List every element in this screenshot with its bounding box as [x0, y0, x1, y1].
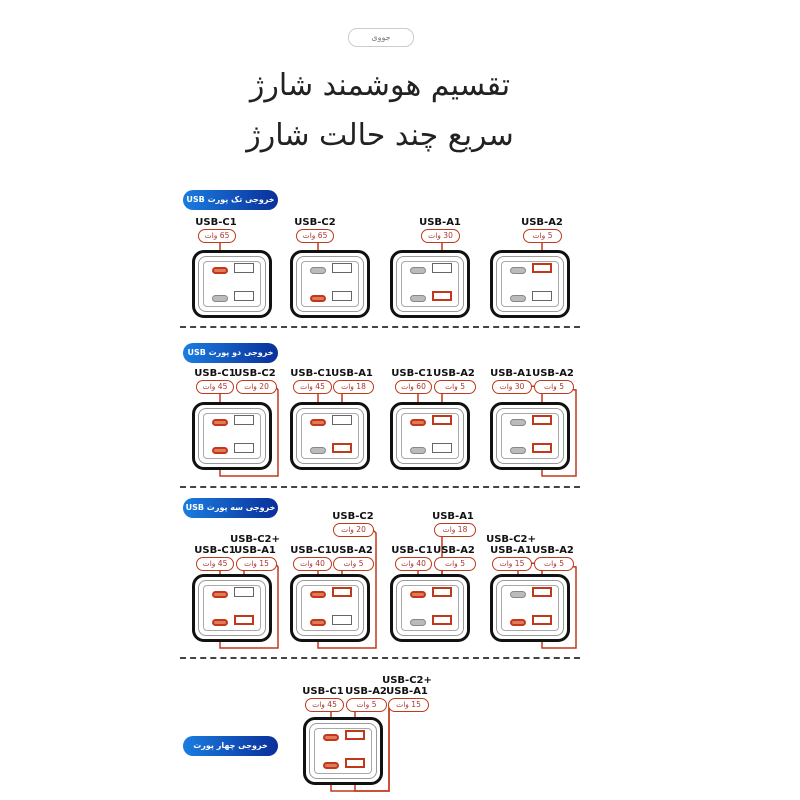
usb-c-port-c1 — [212, 267, 228, 274]
charger-device — [390, 574, 470, 642]
usb-a-port-a2 — [432, 415, 452, 425]
wattage-pill: 5 وات — [523, 229, 562, 243]
port-name-label: USB-A2 — [521, 217, 563, 228]
port-name-label: USB-C1 — [302, 686, 344, 697]
wattage-pill: 5 وات — [534, 380, 574, 394]
usb-a-port-a2 — [532, 587, 552, 597]
usb-a-port-a1 — [432, 615, 452, 625]
wattage-pill: 30 وات — [492, 380, 532, 394]
charger-device — [390, 250, 470, 318]
wattage-pill: 20 وات — [333, 523, 374, 537]
port-name-label: USB-C1 — [194, 545, 236, 556]
wattage-pill: 30 وات — [421, 229, 460, 243]
usb-a-port-a2 — [234, 263, 254, 273]
usb-c-port-c2 — [212, 447, 228, 454]
wattage-pill: 5 وات — [346, 698, 387, 712]
usb-c-port-c2 — [212, 619, 228, 626]
title-line-1: تقسیم هوشمند شارژ — [249, 68, 511, 103]
usb-c-port-c2 — [410, 295, 426, 302]
usb-a-port-a2 — [432, 263, 452, 273]
usb-a-port-a2 — [332, 415, 352, 425]
charger-device — [192, 250, 272, 318]
usb-a-port-a2 — [345, 730, 365, 740]
wattage-pill: 45 وات — [196, 557, 234, 571]
usb-c-port-c2 — [410, 447, 426, 454]
usb-a-port-a2 — [332, 587, 352, 597]
usb-a-port-a1 — [332, 291, 352, 301]
usb-a-port-a2 — [332, 263, 352, 273]
usb-c-port-c1 — [212, 591, 228, 598]
charger-device — [192, 574, 272, 642]
port-name-label: USB-A2 — [532, 368, 574, 379]
charger-device — [303, 717, 383, 785]
usb-a-port-a1 — [332, 443, 352, 453]
charger-device — [290, 402, 370, 470]
wattage-pill: 15 وات — [388, 698, 429, 712]
usb-c-port-c1 — [410, 267, 426, 274]
usb-a-port-a2 — [432, 587, 452, 597]
wattage-pill: 45 وات — [305, 698, 344, 712]
usb-a-port-a1 — [345, 758, 365, 768]
charger-device — [490, 250, 570, 318]
usb-c-port-c1 — [310, 591, 326, 598]
wattage-pill: 18 وات — [333, 380, 374, 394]
port-name-label: USB-A2 — [345, 686, 387, 697]
port-name-label: USB-C2+ USB-A1 — [230, 534, 280, 556]
port-name-label: USB-C1 — [195, 217, 237, 228]
usb-c-port-c2 — [323, 762, 339, 769]
usb-c-port-c2 — [310, 295, 326, 302]
wattage-pill: 20 وات — [236, 380, 277, 394]
usb-a-port-a1 — [532, 291, 552, 301]
usb-a-port-a1 — [432, 443, 452, 453]
wattage-pill: 45 وات — [196, 380, 234, 394]
port-name-label: USB-C1 — [194, 368, 236, 379]
port-name-label: USB-A1 — [419, 217, 461, 228]
usb-c-port-c2 — [310, 447, 326, 454]
section-badge: خروجی چهار پورت USB — [183, 736, 278, 756]
port-name-label: USB-C1 — [290, 545, 332, 556]
port-name-label: USB-C2 — [332, 511, 374, 522]
usb-c-port-c1 — [323, 734, 339, 741]
port-name-label: USB-C1 — [290, 368, 332, 379]
usb-c-port-c2 — [510, 619, 526, 626]
port-name-label: USB-A2 — [433, 368, 475, 379]
wattage-pill: 15 وات — [492, 557, 532, 571]
usb-a-port-a2 — [234, 415, 254, 425]
wattage-pill: 5 وات — [434, 380, 476, 394]
port-name-label: USB-A1 — [331, 368, 373, 379]
wattage-pill: 40 وات — [293, 557, 332, 571]
usb-c-port-c2 — [410, 619, 426, 626]
usb-c-port-c2 — [510, 295, 526, 302]
usb-c-port-c1 — [212, 419, 228, 426]
usb-a-port-a1 — [234, 291, 254, 301]
usb-c-port-c1 — [410, 591, 426, 598]
port-name-label: USB-A1 — [432, 511, 474, 522]
usb-c-port-c1 — [310, 267, 326, 274]
port-name-label: USB-C2 — [234, 368, 276, 379]
title-line-2: سریع چند حالت شارژ — [246, 118, 514, 153]
port-name-label: USB-C1 — [391, 368, 433, 379]
usb-a-port-a2 — [234, 587, 254, 597]
usb-c-port-c2 — [510, 447, 526, 454]
usb-a-port-a2 — [532, 263, 552, 273]
usb-a-port-a1 — [532, 615, 552, 625]
wattage-pill: 65 وات — [296, 229, 334, 243]
usb-a-port-a1 — [234, 615, 254, 625]
usb-a-port-a1 — [532, 443, 552, 453]
usb-c-port-c1 — [510, 591, 526, 598]
wattage-pill: 65 وات — [198, 229, 236, 243]
wattage-pill: 60 وات — [395, 380, 432, 394]
wattage-pill: 5 وات — [333, 557, 374, 571]
usb-c-port-c2 — [212, 295, 228, 302]
port-name-label: USB-C2 — [294, 217, 336, 228]
usb-c-port-c1 — [310, 419, 326, 426]
section-badge: خروجی سه پورت USB — [183, 498, 278, 518]
wattage-pill: 40 وات — [395, 557, 432, 571]
wattage-pill: 18 وات — [434, 523, 476, 537]
port-name-label: USB-A2 — [331, 545, 373, 556]
usb-c-port-c1 — [410, 419, 426, 426]
port-name-label: USB-C2+ USB-A1 — [486, 534, 536, 556]
charger-device — [490, 574, 570, 642]
wattage-pill: 15 وات — [236, 557, 277, 571]
charger-device — [192, 402, 272, 470]
section-badge: خروجی دو پورت USB — [183, 343, 278, 363]
charger-device — [490, 402, 570, 470]
usb-a-port-a1 — [234, 443, 254, 453]
port-name-label: USB-A2 — [532, 545, 574, 556]
wattage-pill: 5 وات — [434, 557, 476, 571]
port-name-label: USB-C1 — [391, 545, 433, 556]
port-name-label: USB-A1 — [490, 368, 532, 379]
charger-device — [290, 574, 370, 642]
wattage-pill: 45 وات — [293, 380, 332, 394]
usb-a-port-a2 — [532, 415, 552, 425]
section-badge: خروجی تک پورت USB — [183, 190, 278, 210]
usb-c-port-c1 — [510, 419, 526, 426]
usb-c-port-c1 — [510, 267, 526, 274]
usb-c-port-c2 — [310, 619, 326, 626]
port-name-label: USB-A2 — [433, 545, 475, 556]
wattage-pill: 5 وات — [534, 557, 574, 571]
port-name-label: USB-C2+ USB-A1 — [382, 675, 432, 697]
usb-a-port-a1 — [332, 615, 352, 625]
charger-device — [290, 250, 370, 318]
usb-a-port-a1 — [432, 291, 452, 301]
charger-device — [390, 402, 470, 470]
brand-pill: جووی — [348, 28, 414, 47]
